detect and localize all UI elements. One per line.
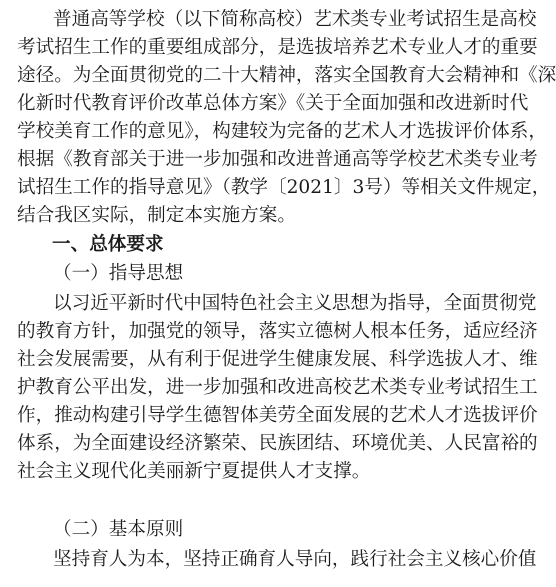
subsection-heading-guiding: （一）指导思想 xyxy=(53,263,184,284)
guiding-line-5: 作，推动构建引导学生德智体美劳全面发展的艺术人才选拔评价 xyxy=(17,405,538,426)
guiding-line-2: 的教育方针，加强党的领导，落实立德树人根本任务，适应经济 xyxy=(17,321,538,342)
intro-line-6: 根据《教育部关于进一步加强和改进普通高等学校艺术类专业考 xyxy=(17,149,538,170)
guiding-line-3: 社会发展需要，从有利于促进学生健康发展、科学选拔人才、维 xyxy=(17,349,538,370)
guiding-line-1: 以习近平新时代中国特色社会主义思想为指导，全面贯彻党 xyxy=(53,293,537,314)
intro-line-8: 结合我区实际，制定本实施方案。 xyxy=(17,205,296,226)
intro-line-4: 化新时代教育评价改革总体方案》《关于全面加强和改进新时代 xyxy=(17,93,529,114)
intro-line-7: 试招生工作的指导意见》（教学〔2021〕3号）等相关文件规定， xyxy=(17,177,551,198)
guiding-line-4: 护教育公平出发，进一步加强和改进高校艺术类专业考试招生工 xyxy=(17,377,538,398)
intro-line-5: 学校美育工作的意见》，构建较为完备的艺术人才选拔评价体系， xyxy=(17,121,547,142)
intro-line-2: 考试招生工作的重要组成部分，是选拔培养艺术专业人才的重要 xyxy=(17,37,538,58)
section-heading: 一、总体要求 xyxy=(52,234,164,255)
principles-line-1: 坚持育人为本，坚持正确育人导向，践行社会主义核心价值 xyxy=(53,549,537,570)
intro-line-3: 途径。为全面贯彻党的二十大精神，落实全国教育大会精神和《深 xyxy=(17,65,556,86)
intro-line-1: 普通高等学校（以下简称高校）艺术类专业考试招生是高校 xyxy=(53,9,537,30)
subsection-heading-principles: （二）基本原则 xyxy=(53,519,184,540)
guiding-line-6: 体系，为全面建设经济繁荣、民族团结、环境优美、人民富裕的 xyxy=(17,433,538,454)
guiding-line-7: 社会主义现代化美丽新宁夏提供人才支撑。 xyxy=(17,461,371,482)
